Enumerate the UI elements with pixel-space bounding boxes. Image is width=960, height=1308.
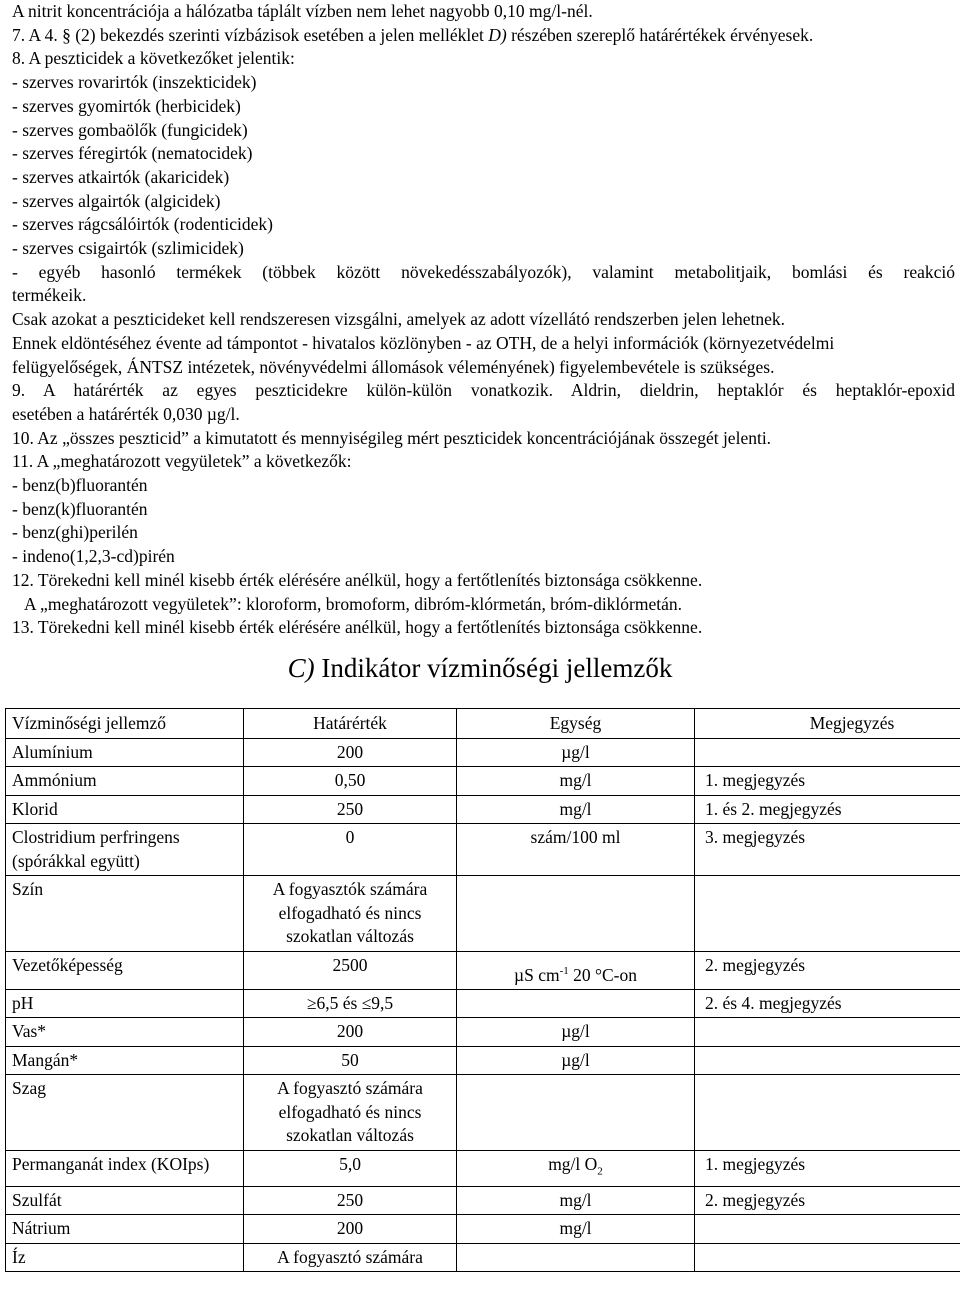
list-item: - szerves gyomirtók (herbicidek) <box>12 95 241 116</box>
unit-temperature: 20 °C-on <box>568 964 637 985</box>
table-cell <box>695 1243 960 1272</box>
table-cell <box>457 1243 695 1272</box>
table-cell: 250 <box>244 1186 457 1215</box>
indicator-table <box>5 708 960 1272</box>
paragraph-line: A nitrit koncentrációja a hálózatba táplált vízben nem lehet nagyobb 0,10 mg/l-nél. <box>12 1 593 21</box>
paragraph-line: 10. Az „összes peszticid” a kimutatott és mennyiségileg mért peszticidek koncentrációjának összegét jelenti. <box>12 427 772 448</box>
conductivity-unit <box>514 954 637 987</box>
table-cell: szám/100 ml <box>457 824 695 876</box>
table-cell: Íz <box>6 1243 244 1272</box>
paragraph-line: termékeik. <box>12 285 87 306</box>
table-cell: mg/l <box>457 1186 695 1215</box>
table-row <box>6 824 960 876</box>
table-row <box>6 1243 960 1272</box>
paragraph-line: Csak azokat a peszticideket kell rendszeresen vizsgálni, amelyek az adott vízellátó rendszerben jelen lehetnek. <box>12 309 786 330</box>
table-row <box>6 1018 960 1047</box>
table-row <box>6 738 960 767</box>
table-cell: µg/l <box>457 1046 695 1075</box>
table-cell <box>695 738 960 767</box>
table-cell: 2500 <box>244 951 457 989</box>
table-cell: Clostridium perfringens (spórákkal együtt) <box>6 824 244 876</box>
table-row <box>6 951 960 989</box>
paragraph-line: 12. Törekedni kell minél kisebb érték elérésére anélkül, hogy a fertőtlenítés biztonsága csökkenne. <box>12 569 703 590</box>
table-cell: 5,0 <box>244 1150 457 1186</box>
list-item: - benz(b)fluorantén <box>12 475 148 496</box>
list-item: - benz(k)fluorantén <box>12 498 148 519</box>
table-cell: mg/l <box>457 795 695 824</box>
table-cell: 3. megjegyzés <box>695 824 960 876</box>
table-row <box>6 1046 960 1075</box>
table-cell: 1. megjegyzés <box>695 1150 960 1186</box>
table-cell <box>695 1075 960 1151</box>
paragraph-line: 7. A 4. § (2) bekezdés szerinti vízbázisok esetében a jelen melléklet D) részében szereplő határértékek érvényesek. <box>12 24 814 45</box>
table-cell: Vezetőképesség <box>6 951 244 989</box>
list-item: - egyéb hasonló termékek (többek között növekedésszabályozók), valamint metabolitjaik, bomlási és reakció <box>12 261 955 282</box>
list-item: - szerves rágcsálóirtók (rodenticidek) <box>12 214 273 235</box>
table-cell: 1. és 2. megjegyzés <box>695 795 960 824</box>
table-cell: Alumínium <box>6 738 244 767</box>
table-cell: µg/l <box>457 1018 695 1047</box>
list-item: - szerves gombaölők (fungicidek) <box>12 119 248 140</box>
paragraph-line: A „meghatározott vegyületek”: kloroform, bromoform, dibróm-klórmetán, bróm-diklórmetán. <box>24 593 683 614</box>
header-cell: Megjegyzés <box>695 709 960 739</box>
table-cell: 1. megjegyzés <box>695 767 960 796</box>
table-cell: Klorid <box>6 795 244 824</box>
section-ref: D) <box>488 24 507 45</box>
table-cell <box>457 989 695 1018</box>
list-item: - szerves algairtók (algicidek) <box>12 190 221 211</box>
list-item: - benz(ghi)perilén <box>12 522 138 543</box>
table-cell: mg/l <box>457 767 695 796</box>
table-cell <box>695 1018 960 1047</box>
table-cell: Szín <box>6 876 244 952</box>
table-cell: 200 <box>244 1018 457 1047</box>
table-cell: pH <box>6 989 244 1018</box>
table-cell: A fogyasztó számára elfogadható és nincs szokatlan változás <box>244 1075 457 1151</box>
table-row <box>6 1075 960 1151</box>
header-cell: Vízminőségi jellemző <box>6 709 244 739</box>
table-cell: Mangán* <box>6 1046 244 1075</box>
table-cell <box>695 1215 960 1244</box>
list-item: - szerves atkairtók (akaricidek) <box>12 166 230 187</box>
header-cell: Határérték <box>244 709 457 739</box>
table-cell: ≥6,5 és ≤9,5 <box>244 989 457 1018</box>
unit-main: µS cm <box>514 964 560 985</box>
table-row <box>6 989 960 1018</box>
table-cell: mg/l <box>457 1215 695 1244</box>
table-cell: 200 <box>244 1215 457 1244</box>
table-cell <box>695 876 960 952</box>
section-title-text: Indikátor vízminőségi jellemzők <box>314 653 673 683</box>
table-row <box>6 1150 960 1186</box>
table-cell: A fogyasztók számára elfogadható és nincs szokatlan változás <box>244 876 457 952</box>
table-cell: Permanganát index (KOIps) <box>6 1150 244 1186</box>
unit-exponent: -1 <box>559 964 569 977</box>
table-cell: 250 <box>244 795 457 824</box>
table-cell: Szulfát <box>6 1186 244 1215</box>
table-cell: 2. megjegyzés <box>695 1186 960 1215</box>
paragraph-line: 13. Törekedni kell minél kisebb érték elérésére anélkül, hogy a fertőtlenítés biztonsága csökkenne. <box>12 617 703 638</box>
table-row <box>6 876 960 952</box>
table-cell: Szag <box>6 1075 244 1151</box>
section-letter: C) <box>287 653 315 683</box>
table-body <box>6 738 960 1272</box>
paragraph-line: 11. A „meghatározott vegyületek” a következők: <box>12 451 352 472</box>
body-text <box>12 0 955 640</box>
list-item: - szerves féregirtók (nematocidek) <box>12 143 253 164</box>
table-cell: µg/l <box>457 738 695 767</box>
table-cell: 2. megjegyzés <box>695 951 960 989</box>
table-cell: Nátrium <box>6 1215 244 1244</box>
table-cell <box>695 1046 960 1075</box>
header-cell: Egység <box>457 709 695 739</box>
list-item: - szerves csigairtók (szlimicidek) <box>12 238 244 259</box>
unit-main: mg/l O <box>548 1153 598 1174</box>
list-item: - szerves rovarirtók (inszekticidek) <box>12 72 257 93</box>
paragraph-line: 9. A határérték az egyes peszticidekre külön-külön vonatkozik. Aldrin, dieldrin, heptaklór és heptaklór-epoxid <box>12 380 955 401</box>
table-cell: 0,50 <box>244 767 457 796</box>
list-item: - indeno(1,2,3-cd)pirén <box>12 546 175 567</box>
paragraph-line: felügyelőségek, ÁNTSZ intézetek, növényvédelmi állomások véleményének) figyelembevétele is szükséges. <box>12 356 775 377</box>
table-row <box>6 1186 960 1215</box>
table-cell: A fogyasztó számára <box>244 1243 457 1272</box>
table-cell <box>457 1075 695 1151</box>
paragraph-line: 8. A peszticidek a következőket jelentik: <box>12 48 295 69</box>
table-cell: 50 <box>244 1046 457 1075</box>
table-cell: 200 <box>244 738 457 767</box>
table-row <box>6 1215 960 1244</box>
unit-subscript: 2 <box>597 1165 603 1178</box>
table-row <box>6 795 960 824</box>
table-cell: Ammónium <box>6 767 244 796</box>
paragraph-line: esetében a határérték 0,030 µg/l. <box>12 403 240 424</box>
paragraph-line: Ennek eldöntéséhez évente ad támpontot - hivatalos közlönyben - az OTH, de a helyi információk (környezetvédelmi <box>12 332 835 353</box>
table-cell: Vas* <box>6 1018 244 1047</box>
section-title <box>0 650 960 686</box>
table-row <box>6 767 960 796</box>
table-header-row <box>6 709 960 739</box>
table-cell <box>457 1150 695 1186</box>
table-cell: 0 <box>244 824 457 876</box>
table-cell <box>457 951 695 989</box>
table-cell <box>457 876 695 952</box>
table-cell: 2. és 4. megjegyzés <box>695 989 960 1018</box>
